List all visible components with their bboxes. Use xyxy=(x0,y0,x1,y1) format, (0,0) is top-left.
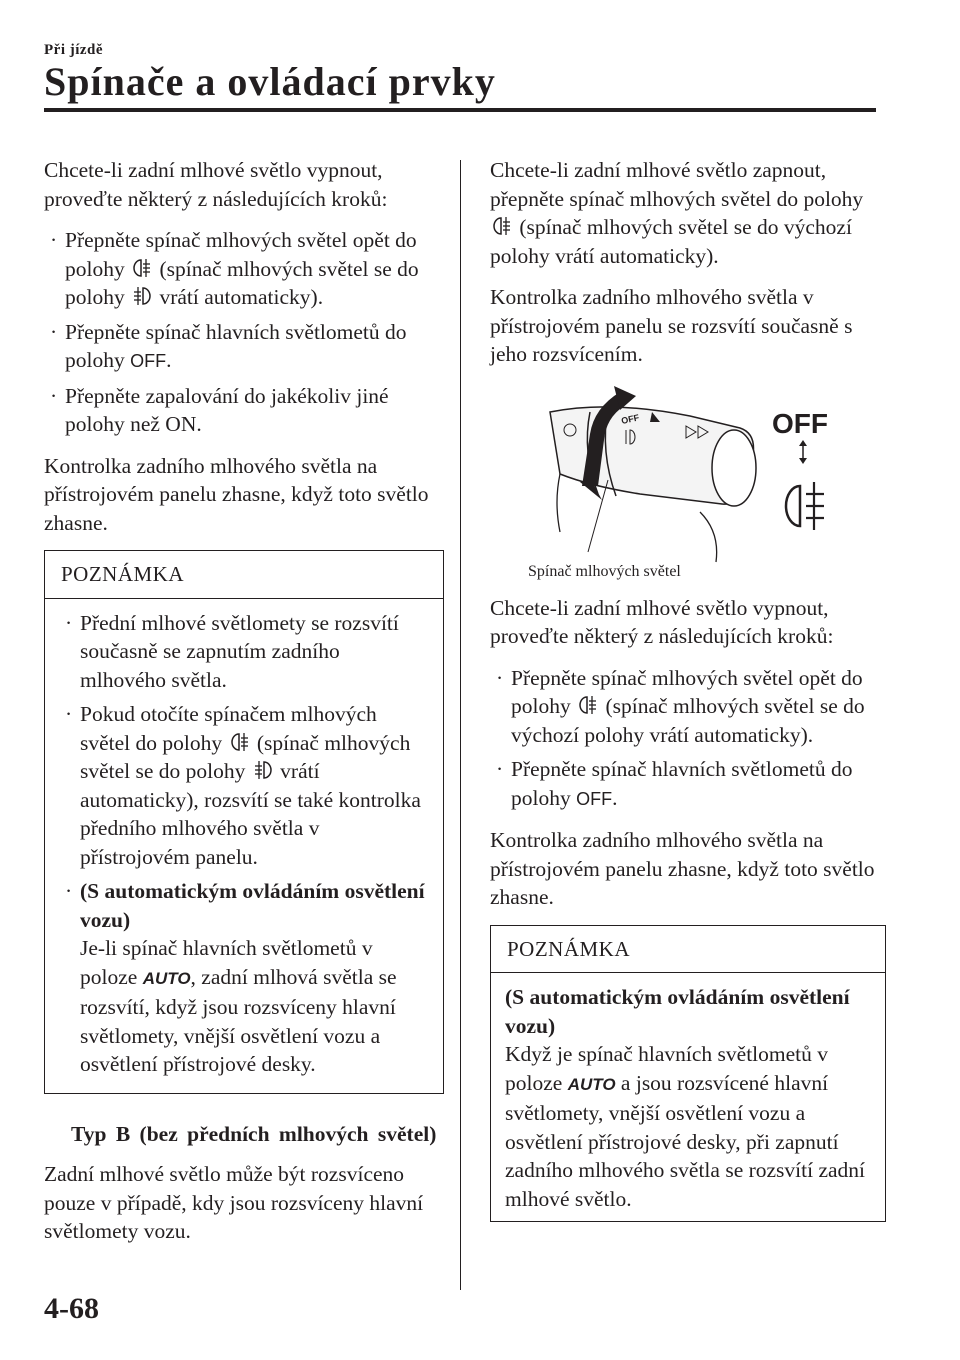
paragraph: Kontrolka zadního mlhového světla na přístrojovém panelu zhasne, když toto světlo zhasne. xyxy=(44,453,429,535)
paragraph: Chcete-li zadní mlhové světlo vypnout, proveďte některý z následujících kroků: xyxy=(490,595,834,648)
subheading: Typ B (bez předních mlhových světel) xyxy=(71,1121,437,1146)
paragraph: Kontrolka zadního mlhového světla na přístrojovém panelu zhasne, když toto světlo zhasne. xyxy=(490,828,875,909)
list-item: · (S automatickým ovládáním osvětlení vozu) Je-li spínač hlavních světlometů v poloze AUTO, zadní mlhová světla se rozsvítí, když jsou rozsvíceny hlavní světlomety, vnější osvětlení vozu a osvětlení přístrojové desky. xyxy=(65,879,425,1076)
steps-list xyxy=(44,226,444,439)
paragraph: Chcete-li zadní mlhové světlo zapnout, přepněte spínač mlhových světel do polohy (spínač mlhových světel se do výchozí polohy vrátí automaticky). xyxy=(490,158,864,268)
list-item: · Přepněte spínač hlavních světlometů do polohy OFF. xyxy=(496,757,853,810)
figure-caption: Spínač mlhových světel xyxy=(528,562,681,580)
left-column xyxy=(44,156,444,1259)
rear-fog-light-icon xyxy=(231,731,249,753)
list-item: · Přepněte spínač hlavních světlometů do polohy OFF. xyxy=(50,319,407,372)
note-box xyxy=(490,925,886,1223)
fog-switch-figure xyxy=(490,382,876,582)
rear-fog-light-icon xyxy=(493,215,511,237)
paragraph: Zadní mlhové světlo může být rozsvíceno pouze v případě, kdy jsou rozsvíceny hlavní světlomety vozu. xyxy=(44,1162,424,1243)
list-item: · Přepněte spínač mlhových světel opět do polohy (spínač mlhových světel se do polohy vrátí automaticky). xyxy=(50,228,419,309)
right-column xyxy=(490,156,886,1248)
section-label: Při jízdě xyxy=(44,42,104,58)
list-item: · Přepněte zapalování do jakékoliv jiné polohy než ON. xyxy=(50,383,389,436)
note-bold-text: (S automatickým ovládáním osvětlení vozu) xyxy=(505,985,850,1038)
list-item: · Přední mlhové světlomety se rozsvítí současně se zapnutím zadního mlhového světla. xyxy=(65,610,399,692)
header-rule xyxy=(44,108,876,112)
front-fog-light-icon xyxy=(254,759,272,781)
list-item: · Přepněte spínač mlhových světel opět do polohy (spínač mlhových světel se do výchozí polohy vrátí automaticky). xyxy=(496,665,865,747)
paragraph: Kontrolka zadního mlhového světla v přístrojovém panelu se rozsvítí současně s jeho rozsvícením. xyxy=(490,285,853,366)
steps-list xyxy=(490,664,886,814)
note-box xyxy=(44,550,444,1094)
paragraph: Chcete-li zadní mlhové světlo vypnout, proveďte některý z následujících kroků: xyxy=(44,158,388,211)
column-divider xyxy=(460,160,461,1290)
off-position-label: OFF xyxy=(772,407,828,439)
svg-text:OFF: OFF xyxy=(620,411,641,426)
rear-fog-light-icon xyxy=(133,257,151,279)
page-number: 4-68 xyxy=(44,1292,99,1325)
note-heading: POZNÁMKA xyxy=(491,926,885,974)
front-fog-light-icon xyxy=(133,285,151,307)
note-heading: POZNÁMKA xyxy=(45,551,443,599)
page-title: Spínače a ovládací prvky xyxy=(44,59,496,104)
list-item: · Pokud otočíte spínačem mlhových světel do polohy (spínač mlhových světel se do polohy vrátí automaticky), rozsvítí se také kontrolka předního mlhového světla v přístrojovém panelu. xyxy=(65,702,421,869)
rear-fog-light-icon xyxy=(579,694,597,716)
note-text: Když je spínač hlavních světlometů v poloze AUTO a jsou rozsvícené hlavní světlomety, vnější osvětlení vozu a osvětlení přístrojové desky, při zapnutí zadního mlhového světla se rozsvítí zadní mlhové světlo. xyxy=(505,1042,866,1211)
